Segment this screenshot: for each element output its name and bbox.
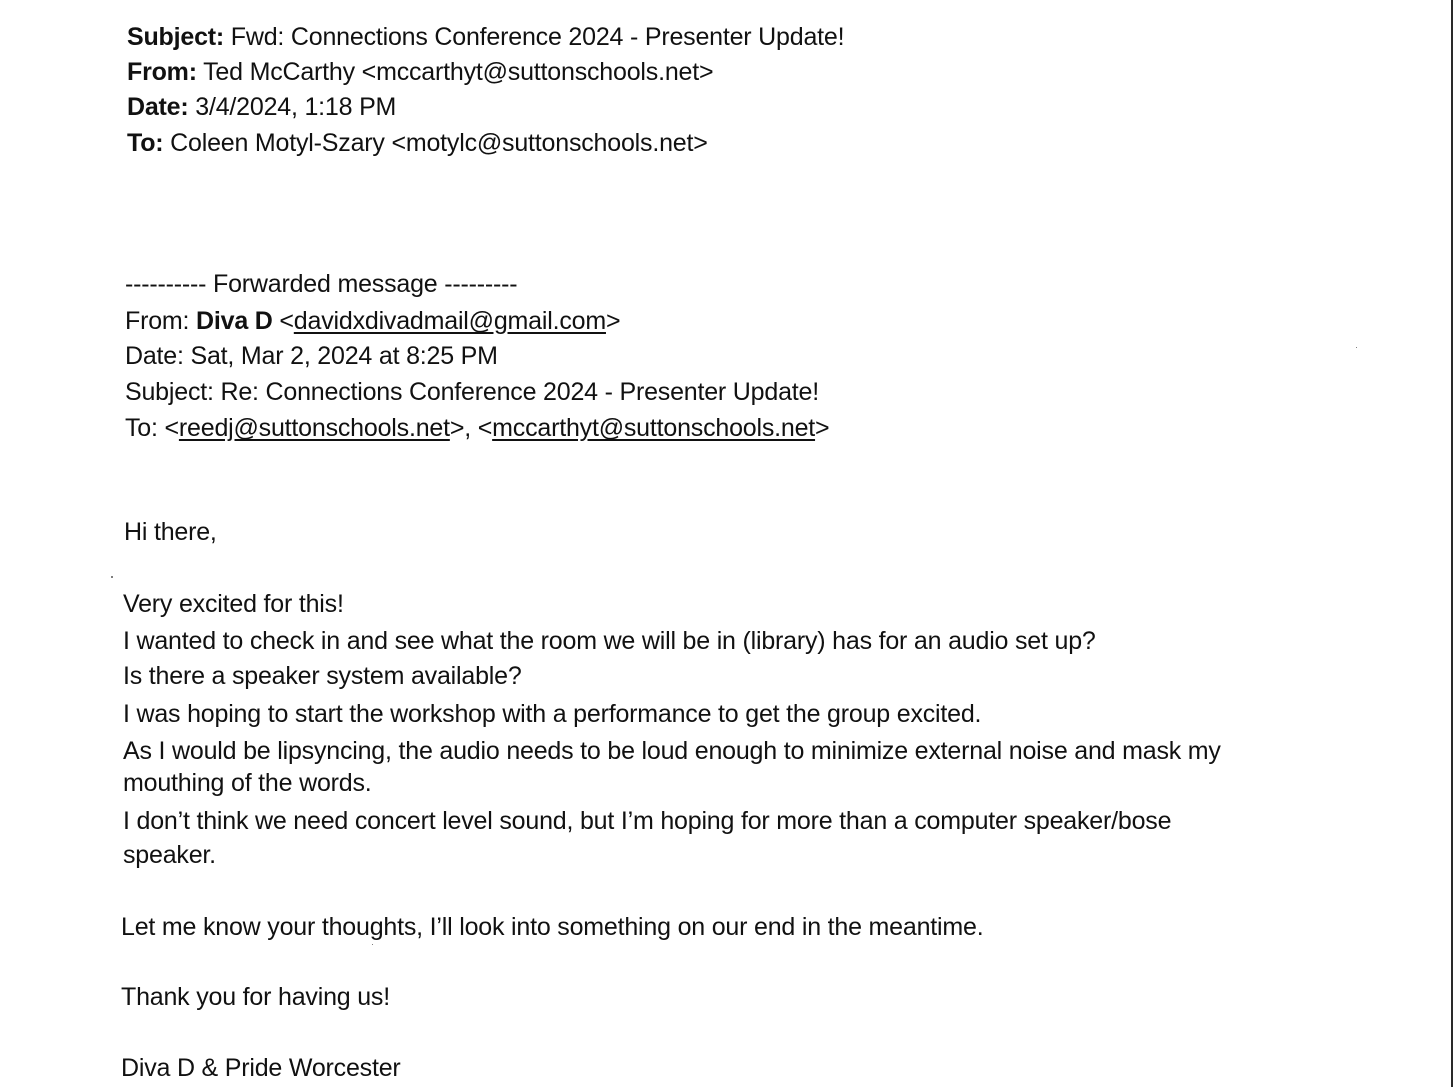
forwarded-from (125, 305, 620, 337)
header-date (127, 91, 396, 123)
forwarded-separator: ---------- Forwarded message --------- (125, 270, 518, 298)
header-subject (127, 21, 844, 53)
header-to (127, 127, 708, 159)
header-from (127, 56, 713, 88)
scan-speck (111, 576, 113, 578)
signature: Diva D & Pride Worcester (121, 1054, 401, 1082)
body-line: As I would be lipsyncing, the audio needs to be loud enough to minimize external noise and mask my (123, 737, 1221, 765)
scan-speck (372, 944, 373, 945)
forwarded-to-prefix: To: < (125, 414, 179, 442)
forwarded-from-name: Diva D (196, 307, 273, 335)
forwarded-from-prefix: From: (125, 307, 197, 335)
forwarded-from-email-link[interactable]: davidxdivadmail@gmail.com (293, 307, 606, 335)
subject-label: Subject: (127, 23, 225, 51)
body-line: Very excited for this! (123, 590, 344, 618)
date-value: 3/4/2024, 1:18 PM (188, 93, 397, 121)
forwarded-to-email-link-1[interactable]: reedj@suttonschools.net (178, 414, 450, 442)
body-line: Thank you for having us! (121, 983, 390, 1011)
subject-value: Fwd: Connections Conference 2024 - Presenter Update! (224, 23, 845, 51)
page-edge-divider (1451, 0, 1453, 1087)
body-line: speaker. (123, 841, 216, 869)
body-line: mouthing of the words. (123, 769, 372, 797)
forwarded-from-close: > (605, 307, 621, 335)
forwarded-to-mid: >, < (449, 414, 493, 442)
body-line: I don’t think we need concert level sound, but I’m hoping for more than a computer speaker/bose (123, 807, 1172, 835)
scan-speck (1356, 347, 1357, 348)
body-line: Let me know your thoughts, I’ll look into something on our end in the meantime. (121, 913, 984, 941)
to-value: Coleen Motyl-Szary <motylc@suttonschools.net> (163, 129, 708, 157)
forwarded-to-email-link-2[interactable]: mccarthyt@suttonschools.net (492, 414, 816, 442)
forwarded-date: Date: Sat, Mar 2, 2024 at 8:25 PM (125, 342, 498, 370)
forwarded-subject: Subject: Re: Connections Conference 2024 - Presenter Update! (125, 378, 819, 406)
forwarded-to-close: > (815, 414, 830, 442)
forwarded-from-open: < (272, 307, 294, 335)
body-greeting: Hi there, (124, 518, 217, 546)
body-line: I wanted to check in and see what the room we will be in (library) has for an audio set up? (123, 627, 1096, 655)
from-label: From: (127, 58, 197, 86)
body-line: I was hoping to start the workshop with a performance to get the group excited. (123, 700, 982, 728)
to-label: To: (127, 129, 164, 157)
date-label: Date: (127, 93, 189, 121)
body-line: Is there a speaker system available? (123, 662, 522, 690)
forwarded-to (125, 412, 829, 444)
from-value: Ted McCarthy <mccarthyt@suttonschools.net> (196, 58, 714, 86)
